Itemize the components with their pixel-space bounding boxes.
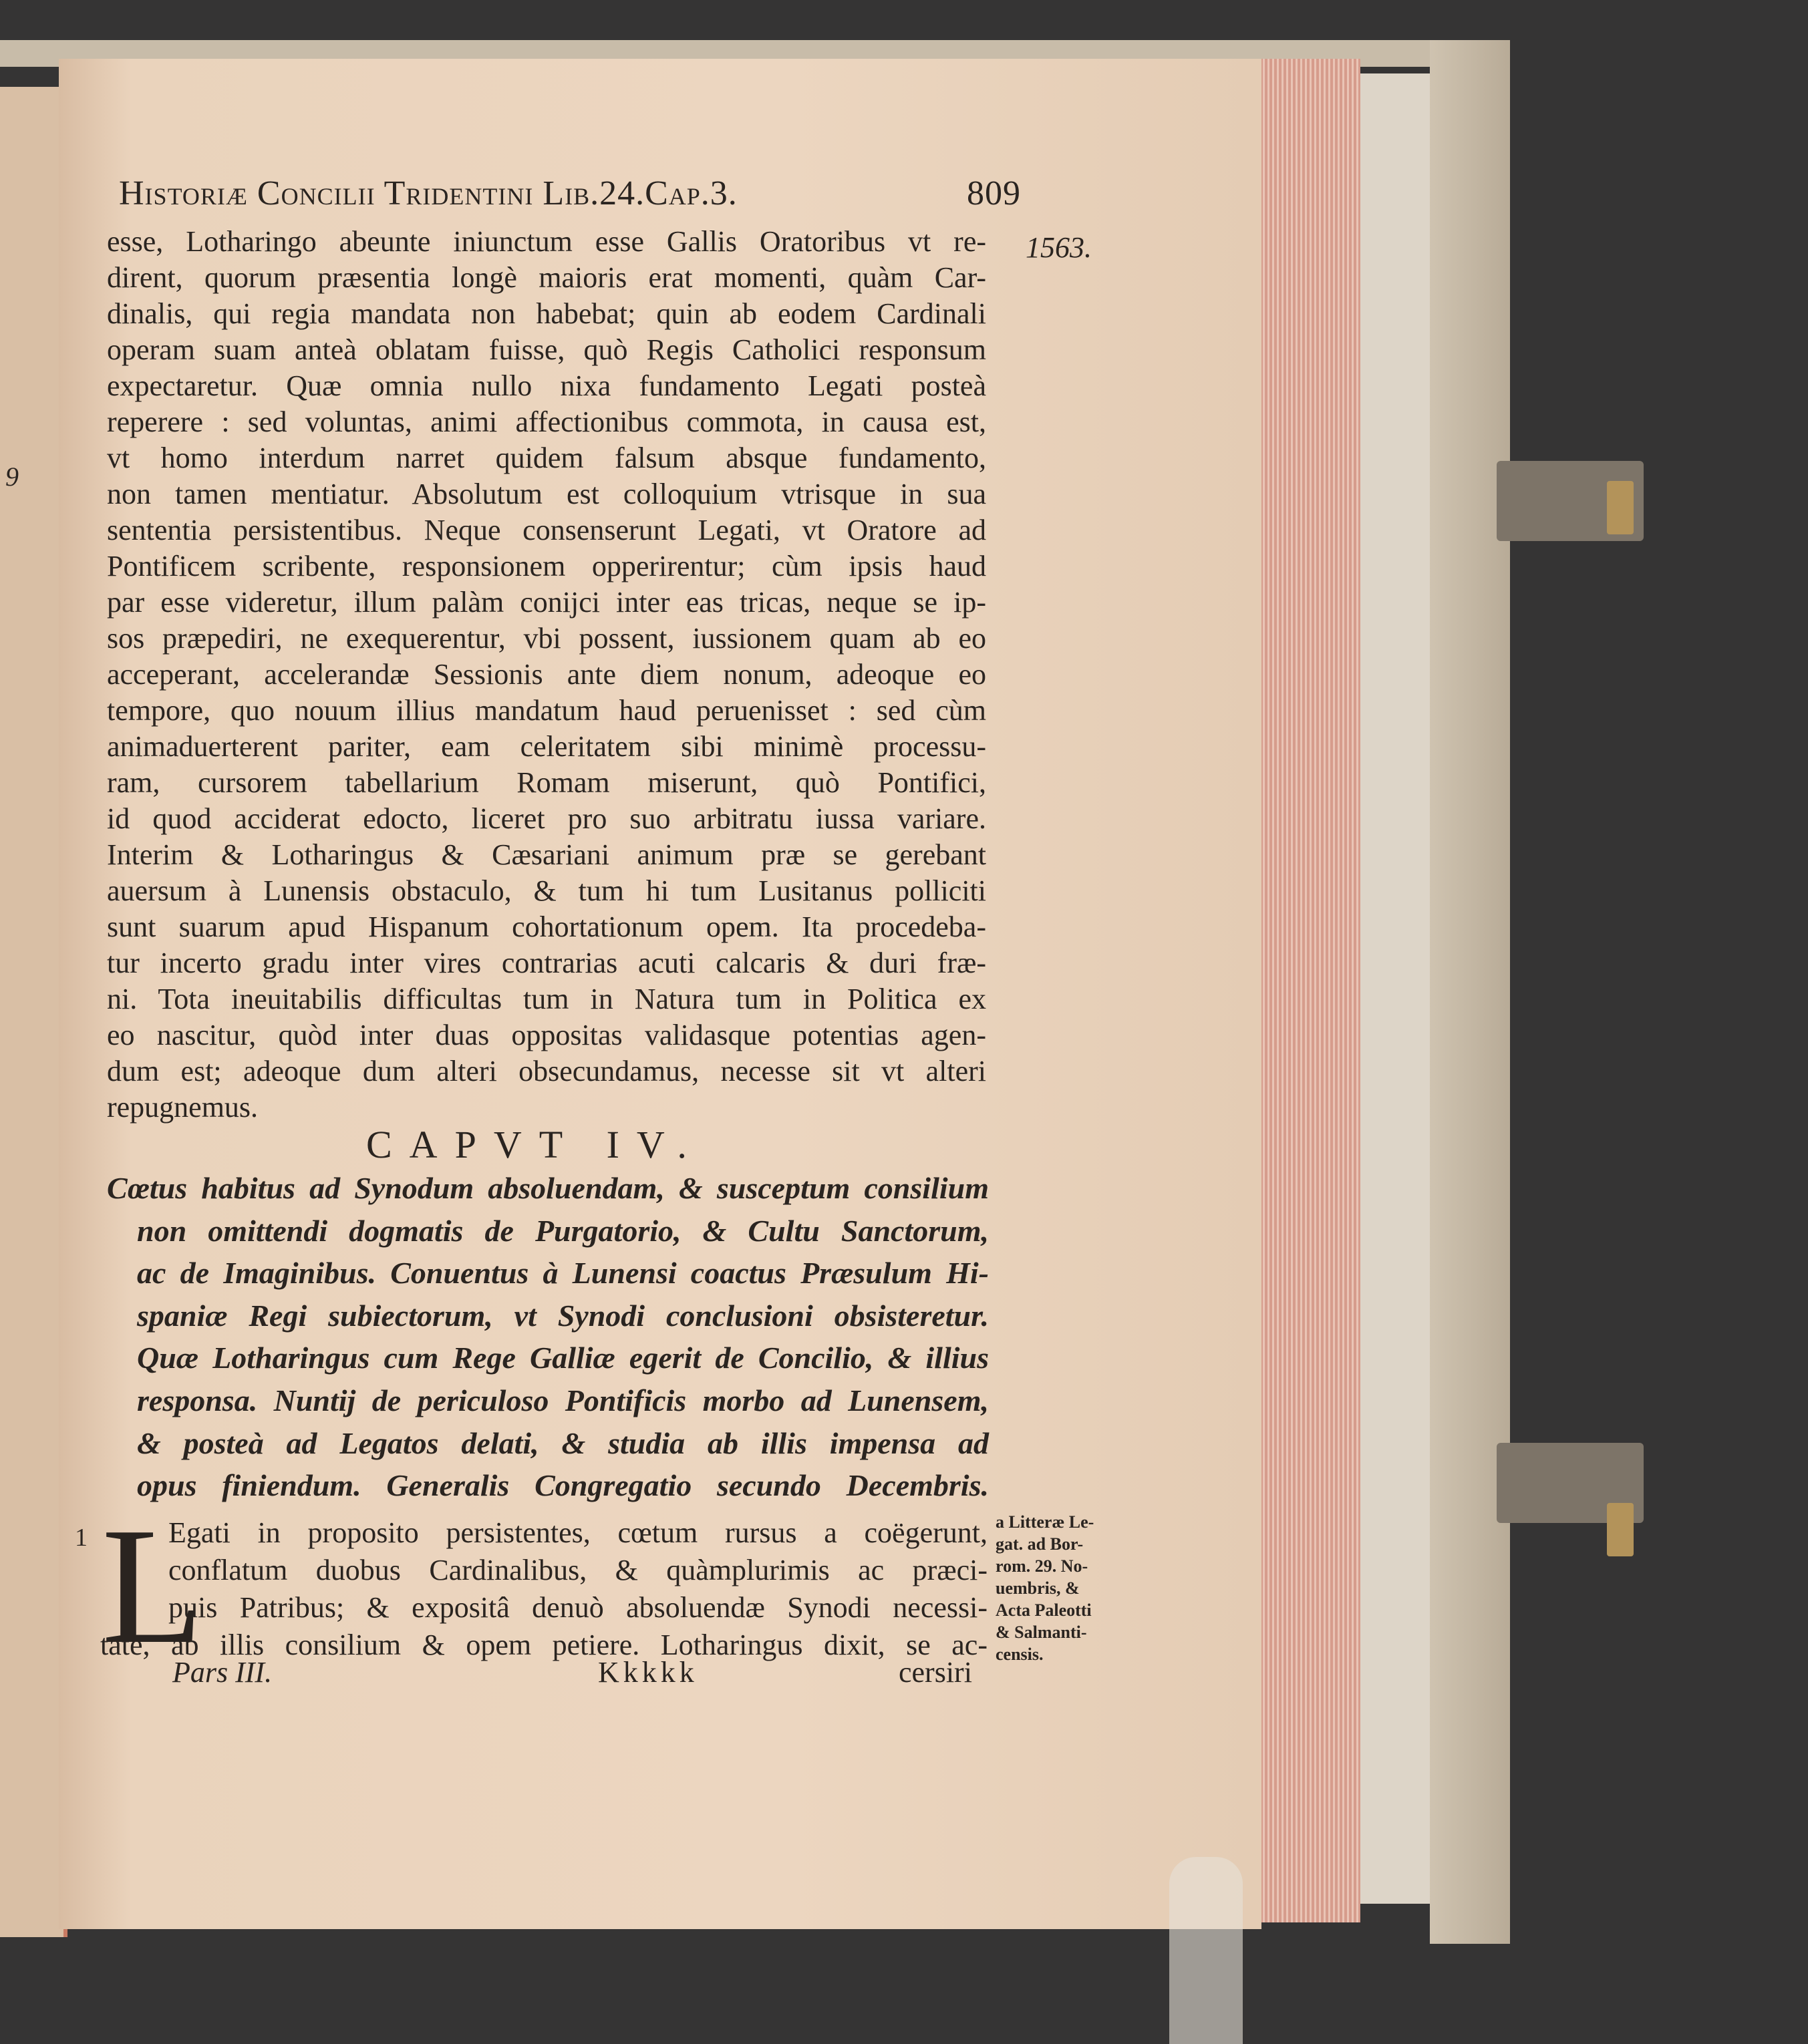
text-line: par esse videretur, illum palàm conijci inter eas tricas, neque se ip- xyxy=(107,586,986,619)
running-header xyxy=(119,174,1021,213)
endpaper xyxy=(1356,73,1430,1904)
text-line: sententia persistentibus. Neque consenserunt Legati, vt Oratore ad xyxy=(107,514,986,546)
text-line: vt homo interdum narret quidem falsum absque fundamento, xyxy=(107,442,986,474)
text-line: operam suam anteà oblatam fuisse, quò Regis Catholici responsum xyxy=(107,333,986,366)
text-line: Interim & Lotharingus & Cæsariani animum præ se gerebant xyxy=(107,838,986,871)
text-line: Egati in proposito persistentes, cœtum rursus a coëgerunt, xyxy=(168,1516,988,1549)
text-line: id quod acciderat edocto, liceret pro suo arbitratu iussa variare. xyxy=(107,802,986,835)
footer-signature: Kkkkk xyxy=(598,1656,698,1689)
text-line: sos præpediri, ne exequerentur, vbi possent, iussionem quam ab eo xyxy=(107,622,986,655)
text-line: ram, cursorem tabellarium Romam miserunt, quò Pontifici, xyxy=(107,766,986,799)
text-line: Cœtus habitus ad Synodum absoluendam, & susceptum consilium xyxy=(107,1171,989,1205)
side-note-line: a Litteræ Le- xyxy=(996,1512,1094,1532)
side-note-line: rom. 29. No- xyxy=(996,1556,1088,1576)
paragraph-number: 1 xyxy=(75,1524,88,1552)
red-page-edges xyxy=(1260,59,1360,1922)
side-note-line: Acta Paleotti xyxy=(996,1600,1092,1620)
header-title: Historiæ Concilii Tridentini Lib.24.Cap.3. xyxy=(119,174,738,212)
text-line: ac de Imaginibus. Conuentus à Lunensi coactus Præsulum Hi- xyxy=(137,1256,989,1291)
clasp-pin-bottom xyxy=(1607,1503,1634,1556)
text-line: sunt suarum apud Hispanum cohortationum opem. Ita procedeba- xyxy=(107,910,986,943)
text-line: spaniæ Regi subiectorum, vt Synodi conclusioni obsisteretur. xyxy=(137,1298,989,1333)
chapter-heading: CAPVT IV. xyxy=(366,1123,704,1166)
book-cover-right xyxy=(1430,40,1510,1944)
text-line: non tamen mentiatur. Absolutum est colloquium vtrisque in sua xyxy=(107,478,986,510)
facing-left-page xyxy=(0,87,67,1937)
text-line: esse, Lotharingo abeunte iniunctum esse Gallis Oratoribus vt re- xyxy=(107,225,986,258)
text-line: animaduerterent pariter, eam celeritatem sibi minimè processu- xyxy=(107,730,986,763)
left-page-mark: 9 xyxy=(5,462,19,492)
text-line: tempore, quo nouum illius mandatum haud peruenisset : sed cùm xyxy=(107,694,986,727)
footer-catchword: cersiri xyxy=(899,1656,972,1689)
text-line: dinalis, qui regia mandata non habebat; quin ab eodem Cardinali xyxy=(107,297,986,330)
text-line: Quæ Lotharingus cum Rege Galliæ egerit de Concilio, & illius xyxy=(137,1341,989,1375)
text-line: reperere : sed voluntas, animi affectionibus commota, in causa est, xyxy=(107,405,986,438)
page-number: 809 xyxy=(967,174,1021,212)
text-line: Pontificem scribente, responsionem opperirentur; cùm ipsis haud xyxy=(107,550,986,582)
text-line: tur incerto gradu inter vires contrarias acuti calcaris & duri fræ- xyxy=(107,947,986,979)
text-line: responsa. Nuntij de periculoso Pontificis morbo ad Lunensem, xyxy=(137,1383,989,1417)
text-line: eo nascitur, quòd inter duas oppositas validasque potentias agen- xyxy=(107,1019,986,1051)
side-note-line: censis. xyxy=(996,1645,1044,1664)
text-line: auersum à Lunensis obstaculo, & tum hi tum Lusitanus polliciti xyxy=(107,874,986,907)
book-stand xyxy=(1169,1857,1243,2044)
text-line: expectaretur. Quæ omnia nullo nixa fundamento Legati posteà xyxy=(107,369,986,402)
text-line: ni. Tota ineuitabilis difficultas tum in Natura tum in Politica ex xyxy=(107,983,986,1015)
side-note-line: gat. ad Bor- xyxy=(996,1534,1084,1554)
text-line: dirent, quorum præsentia longè maioris erat momenti, quàm Car- xyxy=(107,261,986,294)
text-line: & posteà ad Legatos delati, & studia ab illis impensa ad xyxy=(137,1425,989,1460)
side-note-line: uembris, & xyxy=(996,1578,1080,1598)
text-line: repugnemus. xyxy=(107,1091,259,1124)
text-line: conflatum duobus Cardinalibus, & quàmplurimis ac præci- xyxy=(168,1554,988,1586)
text-line: opus finiendum. Generalis Congregatio secundo Decembris. xyxy=(137,1468,989,1503)
text-line: acceperant, accelerandæ Sessionis ante diem nonum, adeoque eo xyxy=(107,658,986,691)
text-line: puis Patribus; & expositâ denuò absoluendæ Synodi necessi- xyxy=(168,1591,988,1624)
text-line: non omittendi dogmatis de Purgatorio, & Cultu Sanctorum, xyxy=(137,1213,989,1248)
text-line: tate, ab illis consilium & opem petiere. Lotharingus dixit, se ac- xyxy=(100,1629,988,1661)
margin-year: 1563. xyxy=(1026,231,1092,264)
drop-cap: L xyxy=(102,1494,204,1679)
text-line: dum est; adeoque dum alteri obsecundamus, necesse sit vt alteri xyxy=(107,1055,986,1087)
side-note-line: & Salmanti- xyxy=(996,1623,1087,1642)
clasp-pin-top xyxy=(1607,481,1634,534)
footer-part: Pars III. xyxy=(172,1656,273,1689)
